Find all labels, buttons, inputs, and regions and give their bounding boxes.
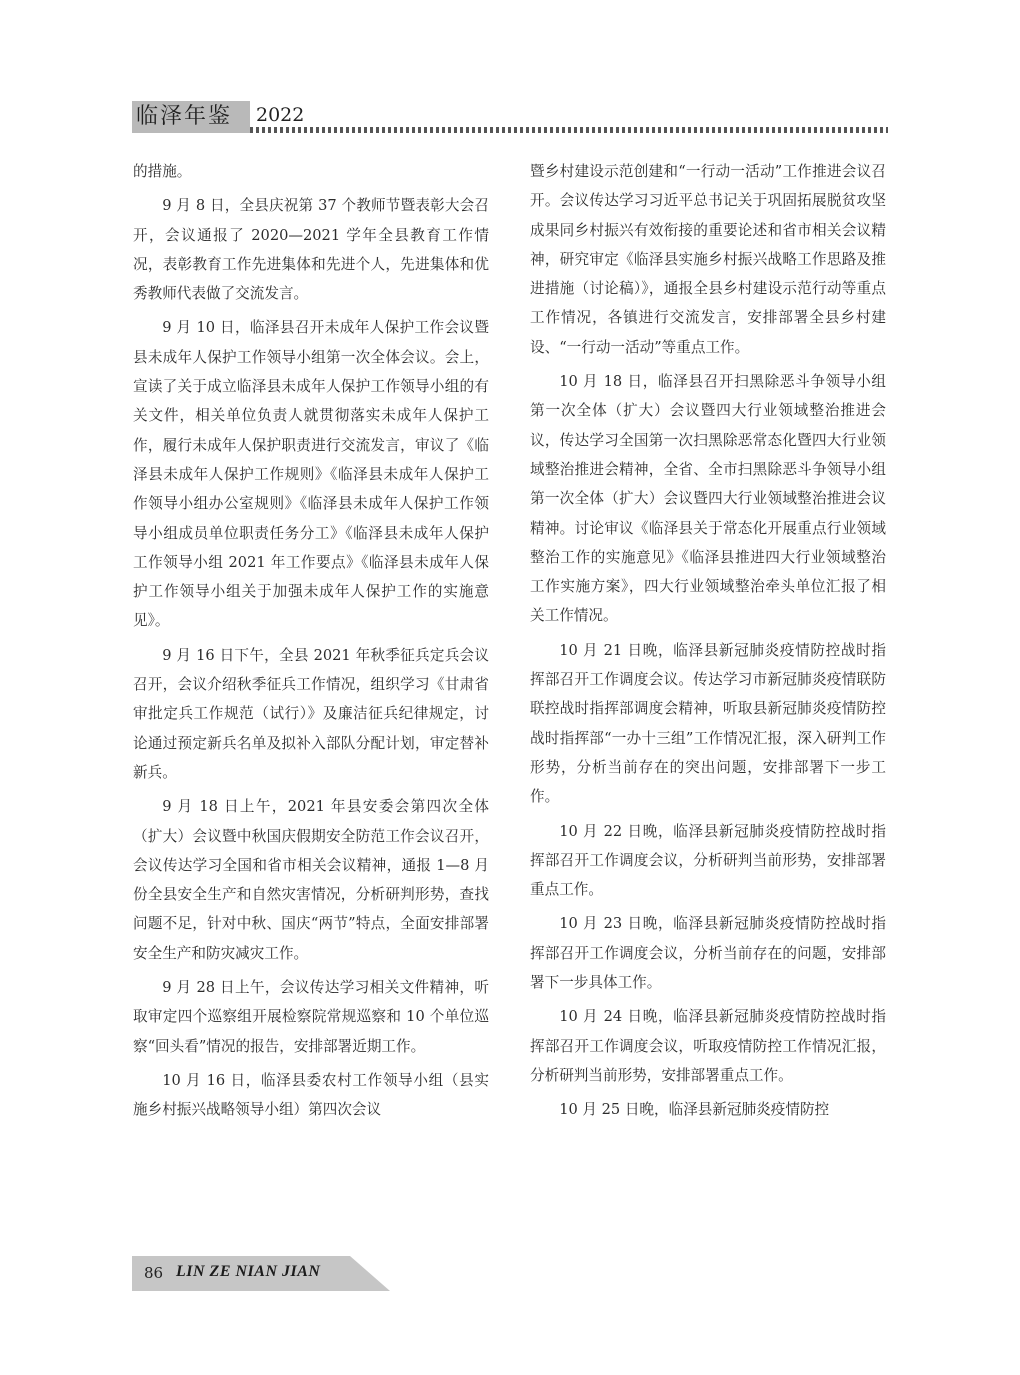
paragraph: 10 月 16 日，临泽县委农村工作领导小组（县实施乡村振兴战略领导小组）第四次会议 [133,1071,489,1119]
paragraph: 10 月 21 日晚，临泽县新冠肺炎疫情防控战时指挥部召开工作调度会议。传达学习市新冠肺炎疫情联防联控战时指挥部调度会精神，听取县新冠肺炎疫情防控战时指挥部“一办十三组”工作情况汇报，深入研判工作形势，分析当前存在的突出问题，安排部署下一步工作。 [530,641,886,806]
publication-name: LIN ZE NIAN JIAN [176,1263,321,1280]
left-column [133,157,489,1130]
paragraph: 9 月 10 日，临泽县召开未成年人保护工作会议暨县未成年人保护工作领导小组第一次全体会议。会上，宣读了关于成立临泽县未成年人保护工作领导小组的有关文件，相关单位负责人就贯彻落实未成年人保护工作，履行未成年人保护职责进行交流发言，审议了《临泽县未成年人保护工作规则》《临泽县未成年人保护工作领导小组办公室规则》《临泽县未成年人保护工作领导小组成员单位职责任务分工》《临泽县未成年人保护工作领导小组 2021 年工作要点》《临泽县未成年人保护工作领导小组关于加强未成年人保护工作的实施意见》。 [133,319,489,630]
header-dotted-rule [250,127,888,133]
running-header [132,101,888,135]
paragraph: 10 月 25 日晚，临泽县新冠肺炎疫情防控 [559,1101,830,1119]
paragraph: 9 月 18 日上午，2021 年县安委会第四次全体（扩大）会议暨中秋国庆假期安全防范工作会议召开，会议传达学习全国和省市相关会议精神，通报 1—8 月份全县安全生产和自然灾害情况，分析研判形势，查找问题不足，针对中秋、国庆“两节”特点，全面安排部署安全生产和防灾减灾工作。 [133,798,489,962]
paragraph: 9 月 16 日下午，全县 2021 年秋季征兵定兵会议召开，会议介绍秋季征兵工作情况，组织学习《甘肃省审批定兵工作规范（试行）》及廉洁征兵纪律规定，讨论通过预定新兵名单及拟补入部队分配计划，审定替补新兵。 [133,646,489,781]
yearbook-title: 临泽年鉴 [132,101,250,133]
paragraph: 9 月 8 日，全县庆祝第 37 个教师节暨表彰大会召开，会议通报了 2020—2021 学年全县教育工作情况，表彰教育工作先进集体和先进个人，先进集体和优秀教师代表做了交流发言。 [133,197,489,303]
paragraph: 的措施。 [133,163,192,180]
page-number: 86 [144,1264,164,1282]
paragraph: 10 月 24 日晚，临泽县新冠肺炎疫情防控战时指挥部召开工作调度会议，听取疫情防控工作情况汇报，分析研判当前形势，安排部署重点工作。 [530,1008,886,1084]
running-footer [132,1256,390,1291]
yearbook-year: 2022 [256,104,305,126]
paragraph: 10 月 18 日，临泽县召开扫黑除恶斗争领导小组第一次全体（扩大）会议暨四大行业领域整治推进会议，传达学习全国第一次扫黑除恶常态化暨四大行业领域整治推进会精神，全省、全市扫黑除恶斗争领导小组第一次全体（扩大）会议暨四大行业领域整治推进会议精神。讨论审议《临泽县关于常态化开展重点行业领域整治工作的实施意见》《临泽县推进四大行业领域整治工作实施方案》，四大行业领域整治牵头单位汇报了相关工作情况。 [530,373,886,625]
paragraph: 暨乡村建设示范创建和“一行动一活动”工作推进会议召开。会议传达学习习近平总书记关于巩固拓展脱贫攻坚成果同乡村振兴有效衔接的重要论述和省市相关会议精神，研究审定《临泽县实施乡村振兴战略工作思路及推进措施（讨论稿）》，通报全县乡村建设示范行动等重点工作情况，各镇进行交流发言，安排部署全县乡村建设、“一行动一活动”等重点工作。 [530,163,886,356]
paragraph: 10 月 22 日晚，临泽县新冠肺炎疫情防控战时指挥部召开工作调度会议，分析研判当前形势，安排部署重点工作。 [530,822,886,899]
paragraph: 9 月 28 日上午，会议传达学习相关文件精神，听取审定四个巡察组开展检察院常规巡察和 10 个单位巡察“回头看”情况的报告，安排部署近期工作。 [133,979,489,1055]
paragraph: 10 月 23 日晚，临泽县新冠肺炎疫情防控战时指挥部召开工作调度会议，分析当前存在的问题，安排部署下一步具体工作。 [530,915,886,992]
right-column [530,157,886,1130]
